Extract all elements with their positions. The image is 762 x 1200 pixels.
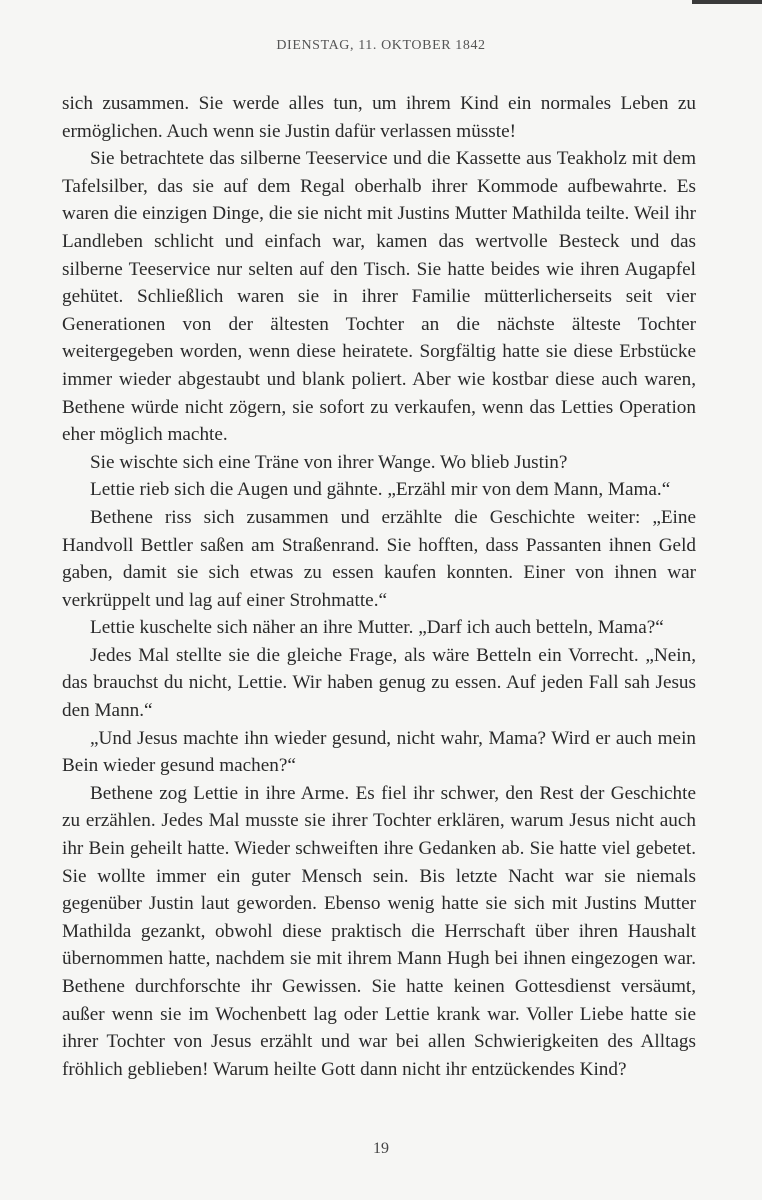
paragraph: sich zusammen. Sie werde alles tun, um ihrem Kind ein normales Leben zu ermöglichen. Auch wenn sie Justin dafür verlassen müsste! (62, 93, 696, 142)
running-head: DIENSTAG, 11. OKTOBER 1842 (276, 38, 486, 53)
paragraph: Lettie kuschelte sich näher an ihre Mutter. „Darf ich auch betteln, Mama?“ (90, 617, 664, 639)
body-text (62, 90, 696, 1083)
paragraph: „Und Jesus machte ihn wieder gesund, nicht wahr, Mama? Wird er auch mein Bein wieder gesund machen?“ (62, 727, 696, 777)
page-number: 19 (373, 1140, 389, 1157)
paragraph: Lettie rieb sich die Augen und gähnte. „Erzähl mir von dem Mann, Mama.“ (90, 479, 671, 501)
paragraph: Sie wischte sich eine Träne von ihrer Wange. Wo blieb Justin? (90, 451, 568, 473)
paragraph: Jedes Mal stellte sie die gleiche Frage, als wäre Betteln ein Vorrecht. „Nein, das brauchst du nicht, Lettie. Wir haben genug zu essen. Auf jeden Fall sah Jesus den Mann.“ (62, 644, 696, 722)
paragraph: Bethene riss sich zusammen und erzählte die Geschichte weiter: „Eine Handvoll Bettler saßen am Straßenrand. Sie hofften, dass Passanten ihnen Geld gaben, damit sie sich etwas zu essen kaufen konnten. Einer von ihnen war verkrüppelt und lag auf einer Strohmatte.“ (62, 506, 696, 611)
paragraph: Sie betrachtete das silberne Teeservice und die Kassette aus Teakholz mit dem Tafelsilber, das sie auf dem Regal oberhalb ihrer Kommode aufbewahrte. Es waren die einzigen Dinge, die sie nicht mit Justins Mutter Mathilda teilte. Weil ihr Landleben schlicht und einfach war, kamen das wertvolle Besteck und das silberne Teeservice nur selten auf den Tisch. Sie hatte beides wie ihren Augapfel gehütet. Schließlich waren sie in ihrer Familie mütterlicherseits seit vier Generationen von der ältesten Tochter an die nächste älteste Tochter weitergegeben worden, wenn diese heiratete. Sorgfältig hatte sie diese Erbstücke immer wieder abgestaubt und blank poliert. Aber wie kostbar diese auch waren, Bethene würde nicht zögern, sie sofort zu verkaufen, wenn das Letties Operation eher möglich machte. (62, 148, 696, 446)
scan-edge-shadow (692, 0, 762, 4)
paragraph: Bethene zog Lettie in ihre Arme. Es fiel ihr schwer, den Rest der Geschichte zu erzählen. Jedes Mal musste sie ihrer Tochter erklären, warum Jesus nicht auch ihr Bein geheilt hatte. Wieder schweiften ihre Gedanken ab. Sie hatte viel gebetet. Sie wollte immer ein guter Mensch sein. Bis letzte Nacht war sie niemals gegenüber Justin laut geworden. Ebenso wenig hatte sie sich mit Justins Mutter Mathilda gezankt, obwohl diese praktisch die Herrschaft über ihren Haushalt übernommen hatte, nachdem sie mit ihrem Mann Hugh bei ihnen eingezogen war. Bethene durchforschte ihr Gewissen. Sie hatte keinen Gottesdienst versäumt, außer wenn sie im Wochenbett lag oder Lettie krank war. Voller Liebe hatte sie ihrer Tochter von Jesus erzählt und war bei allen Schwierigkeiten des Alltags fröhlich geblieben! Warum heilte Gott dann nicht ihr entzückendes Kind? (62, 782, 696, 1080)
